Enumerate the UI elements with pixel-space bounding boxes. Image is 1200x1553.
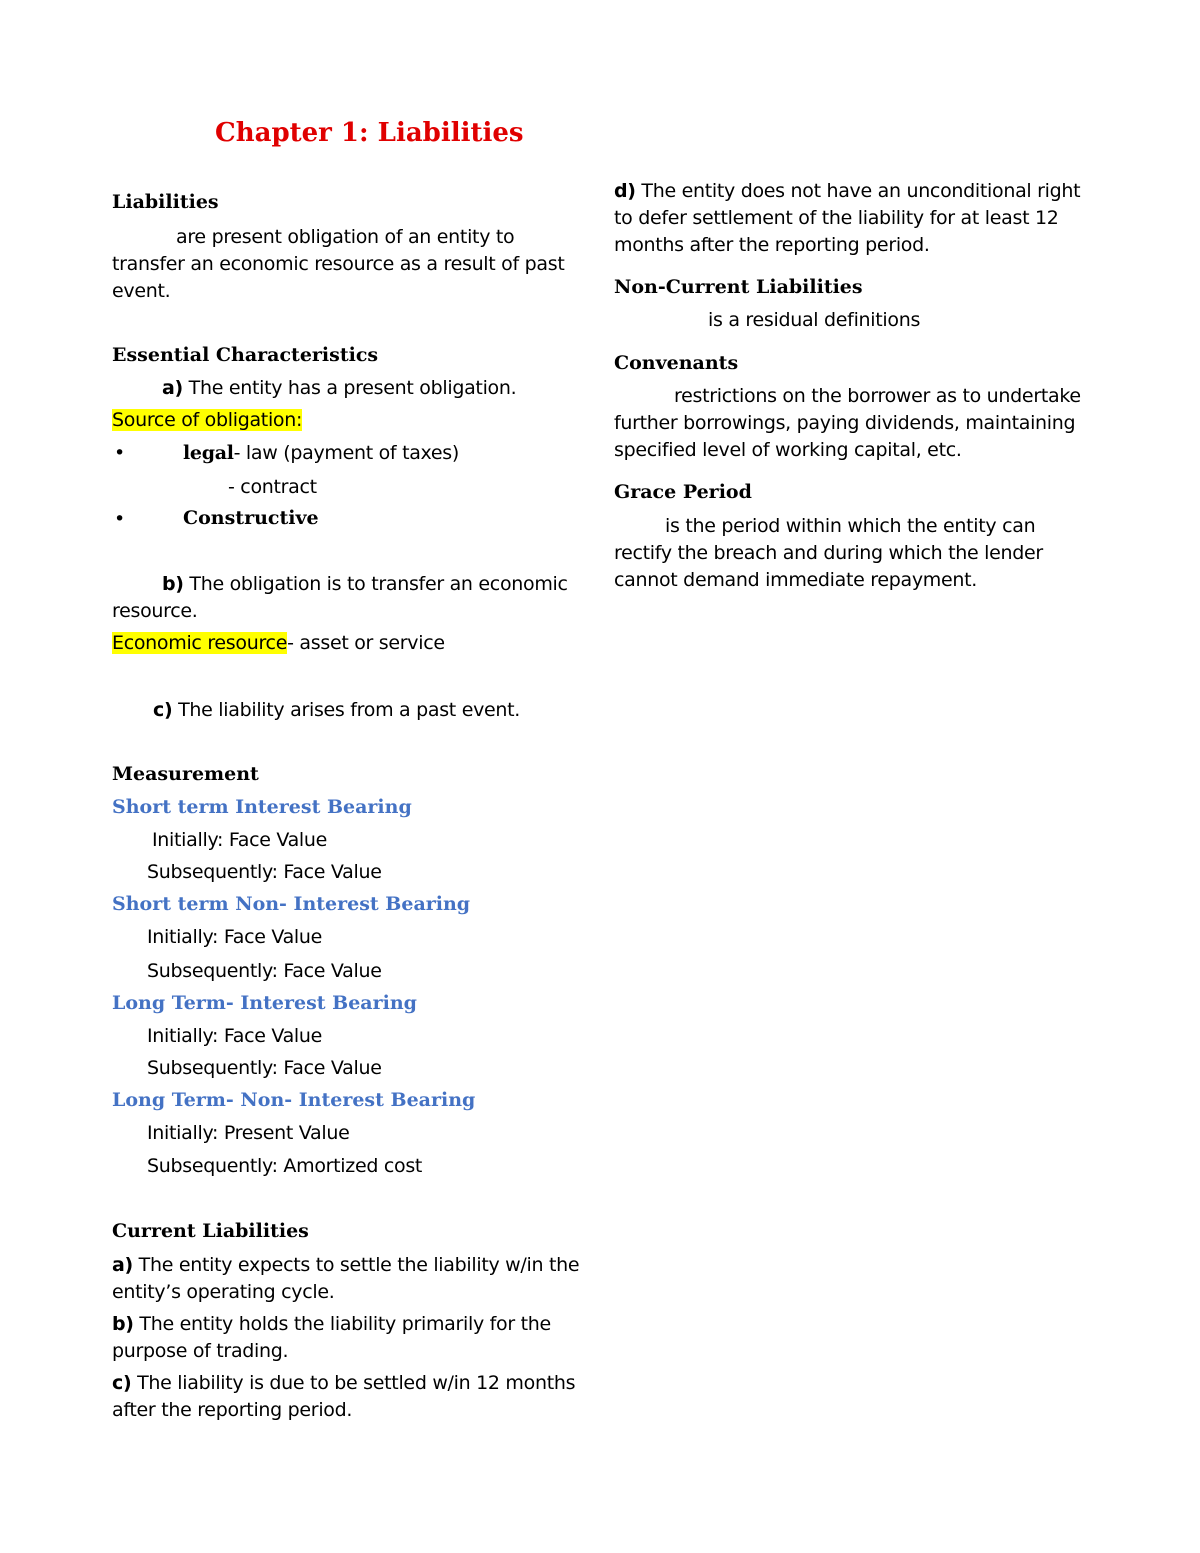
item-label: a) <box>112 1254 133 1276</box>
measurement-subsequently-2: Subsequently: Face Value <box>147 960 382 982</box>
characteristic-b-line-2: resource. <box>112 600 198 622</box>
item-text: The entity holds the liability primarily for the <box>133 1313 551 1335</box>
current-d-line-3: months after the reporting period. <box>614 234 930 256</box>
current-d-line-2: to defer settlement of the liability for at least 12 <box>614 207 1059 229</box>
covenants-definition-line-1: restrictions on the borrower as to undertake <box>674 385 1081 407</box>
measurement-title-3: Long Term- Interest Bearing <box>112 992 417 1014</box>
characteristic-c <box>153 699 520 721</box>
current-a <box>112 1254 579 1276</box>
current-a-line-2: entity’s operating cycle. <box>112 1281 335 1303</box>
contract-item: - contract <box>228 476 317 498</box>
item-label: d) <box>614 180 636 202</box>
current-b-line-2: purpose of trading. <box>112 1340 289 1362</box>
item-text: The entity does not have an unconditional right <box>635 180 1081 202</box>
measurement-subsequently-3: Subsequently: Face Value <box>147 1057 382 1079</box>
liabilities-definition-line-3: event. <box>112 280 171 302</box>
economic-resource-item <box>112 632 445 654</box>
item-label: b) <box>112 1313 134 1335</box>
current-c-line-2: after the reporting period. <box>112 1399 353 1421</box>
liabilities-definition-line-1: are present obligation of an entity to <box>176 226 515 248</box>
grace-period-heading: Grace Period <box>614 481 752 503</box>
current-liabilities-heading: Current Liabilities <box>112 1220 309 1242</box>
item-text: The entity has a present obligation. <box>182 377 517 399</box>
source-of-obligation-label <box>112 409 302 431</box>
legal-item <box>183 442 459 464</box>
essential-characteristics-heading: Essential Characteristics <box>112 344 379 366</box>
liabilities-heading: Liabilities <box>112 191 219 213</box>
current-b <box>112 1313 551 1335</box>
measurement-title-4: Long Term- Non- Interest Bearing <box>112 1089 476 1111</box>
item-text: The liability arises from a past event. <box>172 699 521 721</box>
legal-label: legal <box>183 442 234 464</box>
bullet-constructive: • <box>114 508 125 530</box>
chapter-title: Chapter 1: Liabilities <box>215 118 524 148</box>
non-current-definition: is a residual definitions <box>708 309 921 331</box>
constructive-item: Constructive <box>183 507 319 529</box>
current-d <box>614 180 1080 202</box>
grace-period-definition-line-3: cannot demand immediate repayment. <box>614 569 978 591</box>
item-text: The obligation is to transfer an economic <box>183 573 568 595</box>
measurement-title-2: Short term Non- Interest Bearing <box>112 893 471 915</box>
measurement-initially-3: Initially: Face Value <box>147 1025 323 1047</box>
grace-period-definition-line-2: rectify the breach and during which the lender <box>614 542 1043 564</box>
non-current-liabilities-heading: Non-Current Liabilities <box>614 276 863 298</box>
grace-period-definition-line-1: is the period within which the entity can <box>665 515 1036 537</box>
economic-resource-text: - asset or service <box>287 632 445 654</box>
covenants-definition-line-3: specified level of working capital, etc. <box>614 439 962 461</box>
measurement-title-1: Short term Interest Bearing <box>112 796 412 818</box>
characteristic-b <box>162 573 568 595</box>
measurement-subsequently-4: Subsequently: Amortized cost <box>147 1155 423 1177</box>
current-c <box>112 1372 575 1394</box>
liabilities-definition-line-2: transfer an economic resource as a result of past <box>112 253 565 275</box>
item-label: c) <box>112 1372 132 1394</box>
measurement-subsequently-1: Subsequently: Face Value <box>147 861 382 883</box>
measurement-initially-2: Initially: Face Value <box>147 926 323 948</box>
measurement-heading: Measurement <box>112 763 259 785</box>
item-label: b) <box>162 573 184 595</box>
legal-text: - law (payment of taxes) <box>233 442 460 464</box>
covenants-heading: Convenants <box>614 352 739 374</box>
highlighted-text: Source of obligation: <box>112 409 303 431</box>
highlighted-text: Economic resource <box>112 632 288 654</box>
item-label: c) <box>153 699 173 721</box>
item-text: The entity expects to settle the liability w/in the <box>132 1254 580 1276</box>
measurement-initially-4: Initially: Present Value <box>147 1122 350 1144</box>
covenants-definition-line-2: further borrowings, paying dividends, maintaining <box>614 412 1076 434</box>
item-text: The liability is due to be settled w/in 12 months <box>131 1372 576 1394</box>
characteristic-a <box>162 377 516 399</box>
bullet-legal: • <box>114 442 125 464</box>
measurement-initially-1: Initially: Face Value <box>152 829 328 851</box>
item-label: a) <box>162 377 183 399</box>
